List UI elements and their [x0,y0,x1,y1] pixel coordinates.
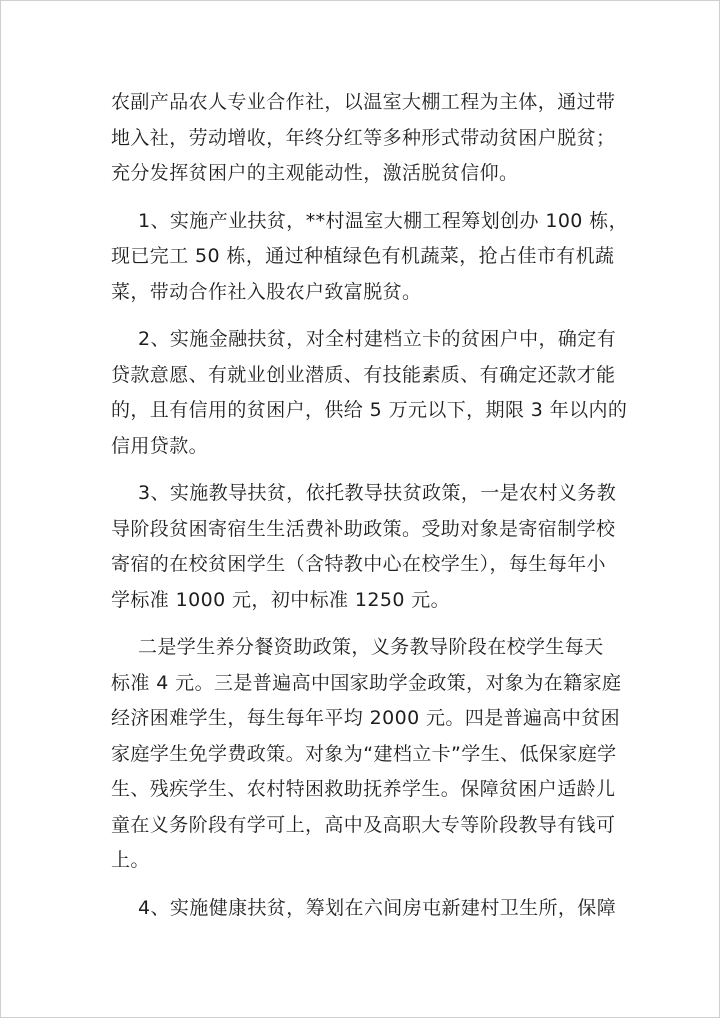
text-line: 导阶段贫困寄宿生生活费补助政策。受助对象是寄宿制学校 [111,517,616,540]
text-line: 二是学生养分餐资助政策，义务教导阶段在校学生每天 [138,636,604,658]
text-line: 3、实施教导扶贫，依托教导扶贫政策，一是农村义务教 [138,482,617,504]
text-line: 充分发挥贫困户的主观能动性，激活脱贫信仰。 [111,162,519,184]
text-line: 1、实施产业扶贫，**村温室大棚工程筹划创办 100 栋， [138,209,629,232]
text-line: 的，且有信用的贫困户，供给 5 万元以下，期限 3 年以内的 [111,399,628,421]
text-line: 4、实施健康扶贫，筹划在六间房屯新建村卫生所，保障 [138,896,617,919]
text-line: 童在义务阶段有学可上，高中及高职大专等阶段教导有钱可 [111,813,616,836]
text-line: 寄宿的在校贫困学生（含特教中心在校学生），每生每年小 [111,553,606,575]
paragraph-financial-poverty-relief [111,322,628,464]
text-line: 现已完工 50 栋，通过种植绿色有机蔬菜，抢占佳市有机蔬 [111,245,615,267]
text-line: 家庭学生免学费政策。对象为“建档立卡”学生、低保家庭学 [111,742,617,765]
text-line: 生、残疾学生、农村特困救助抚养学生。保障贫困户适龄儿 [111,778,616,800]
paragraph-industry-poverty-relief [111,204,629,311]
text-line: 经济困难学生，每生每年平均 2000 元。四是普遍高中贫困 [111,707,621,729]
text-line: 标准 4 元。三是普遍高中国家助学金政策，对象为在籍家庭 [111,671,622,694]
text-line: 2、实施金融扶贫，对全村建档立卡的贫困户中，确定有 [138,328,617,350]
text-line: 农副产品农人专业合作社，以温室大棚工程为主体，通过带 [111,91,616,113]
paragraph-education-policies [111,630,622,879]
text-line: 学标准 1000 元，初中标准 1250 元。 [111,588,451,611]
paragraph-intro [111,85,616,192]
text-line: 地入社，劳动增收，年终分红等多种形式带动贫困户脱贫； [111,126,616,149]
text-line: 贷款意愿、有就业创业潜质、有技能素质、有确定还款才能 [111,363,616,386]
text-line: 上。 [111,849,150,871]
document-body [111,85,629,938]
text-line: 信用贷款。 [111,434,209,457]
paragraph-health-poverty-relief [111,891,616,927]
text-line: 菜，带动合作社入股农户致富脱贫。 [111,280,422,303]
paragraph-education-poverty-relief [111,476,616,618]
